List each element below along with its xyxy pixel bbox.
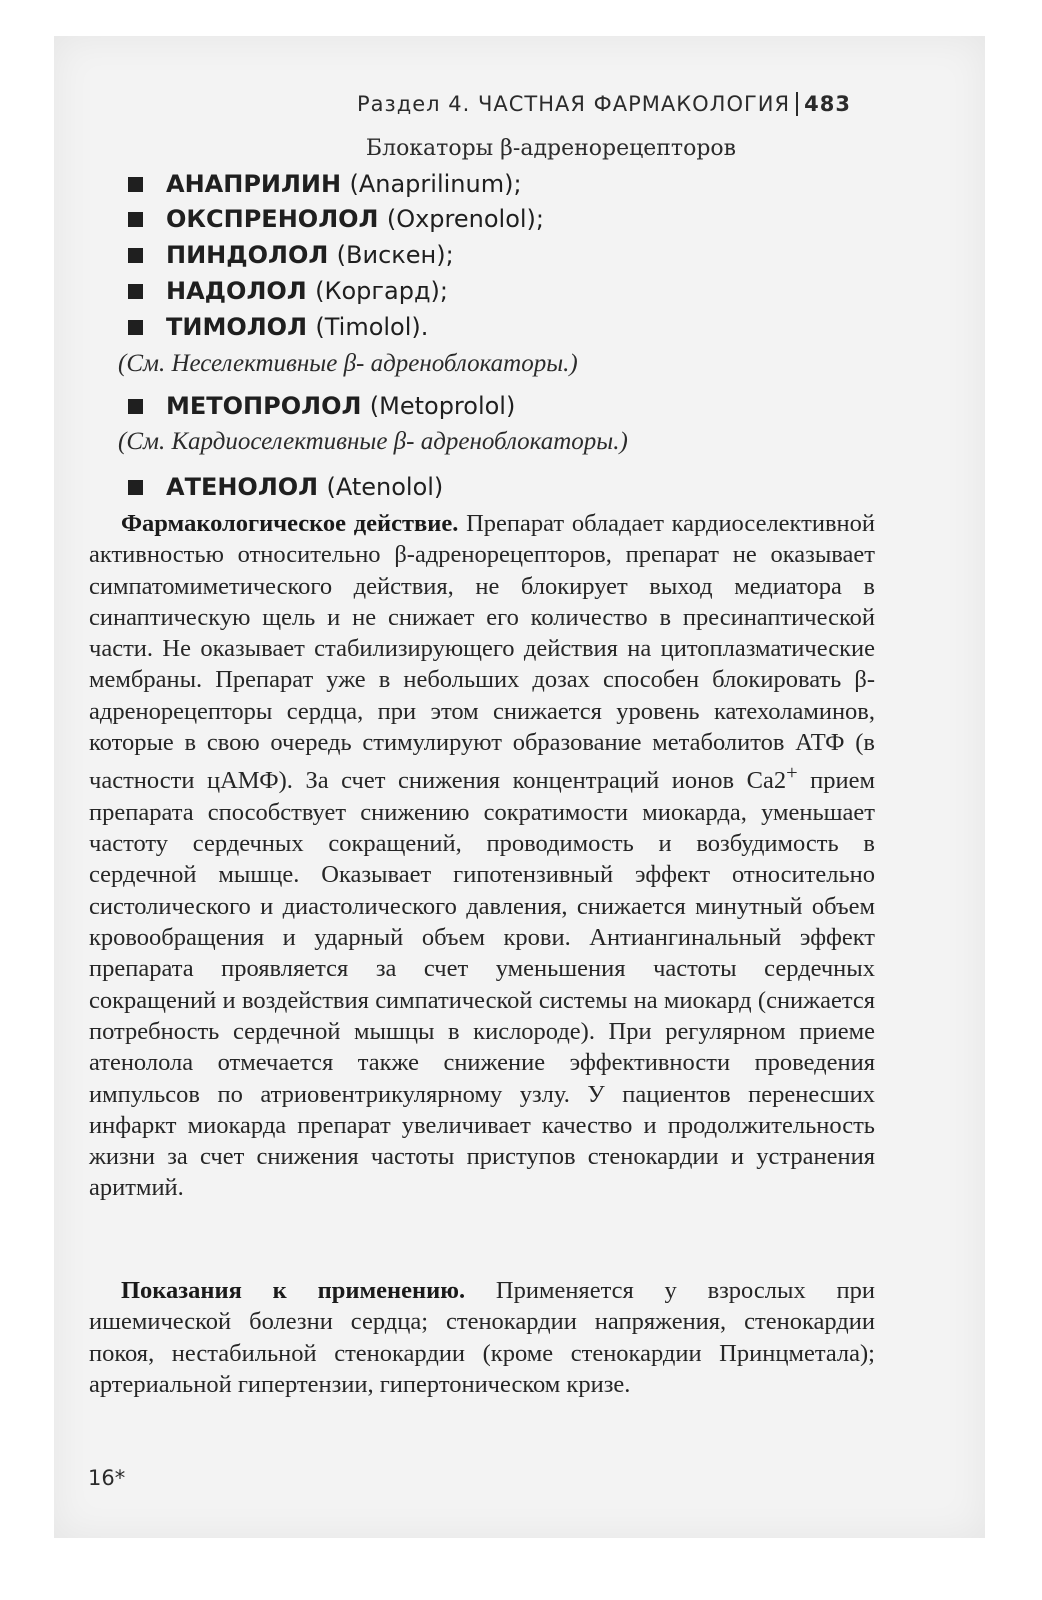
superscript: + (786, 762, 798, 785)
see-also-note: (См. Кардиоселективные β- адреноблокаторы.) (118, 428, 628, 455)
running-title: Раздел 4. ЧАСТНАЯ ФАРМАКОЛОГИЯ (357, 92, 791, 116)
square-bullet-icon (128, 320, 143, 335)
drug-latin-name: (Metoprolol) (369, 392, 516, 420)
drug-name: АНАПРИЛИН (166, 170, 342, 198)
paragraph-text: прием препарата способствует снижению сократимости миокарда, уменьшает частоту сердечных сокращений, проводимость и возбудимость в сердечной мышце. Оказывает гипотензивный эффект относительно систолического и диастолического давления, снижается минутный объем кровообращения и ударный объем крови. Антиангинальный эффект препарата проявляется за счет уменьшения частоты сердечных сокращений и воздействия симпатической системы на миокард (снижается потребность сердечной мышцы в кислороде). При регулярном приеме атенолола отмечается также снижение эффективности проведения импульсов по атриовентрикулярному узлу. У пациентов перенесших инфаркт миокарда препарат увеличивает качество и продолжительность жизни за счет снижения частоты приступов стенокардии и устранения аритмий. (89, 767, 875, 1202)
drug-name: АТЕНОЛОЛ (166, 473, 319, 501)
drug-name: ТИМОЛОЛ (166, 313, 308, 341)
pharmacological-action-paragraph (89, 508, 875, 1204)
square-bullet-icon (128, 177, 143, 192)
indications-paragraph (89, 1275, 875, 1400)
drug-item-anaprilin (128, 170, 522, 198)
running-header (357, 92, 851, 116)
drug-item-atenolol (128, 473, 443, 501)
square-bullet-icon (128, 248, 143, 263)
drug-latin-name: (Anaprilinum); (349, 170, 522, 198)
drug-item-pindolol (128, 241, 454, 269)
drug-name: ПИНДОЛОЛ (166, 241, 329, 269)
drug-item-nadolol (128, 277, 448, 305)
drug-name: НАДОЛОЛ (166, 277, 307, 305)
square-bullet-icon (128, 284, 143, 299)
paragraph-text: Применяется у взрослых при ишемической болезни сердца; стенокардии напряжения, стенокардии покоя, нестабильной стенокардии (кроме стенокардии Принцметала); артериальной гипертензии, гипертоническом кризе. (89, 1277, 875, 1398)
see-also-note: (См. Неселективные β- адреноблокаторы.) (118, 350, 578, 377)
paragraph-heading: Показания к применению. (121, 1277, 466, 1304)
drug-latin-name: (Вискен); (336, 241, 454, 269)
footer-signature: 16* (88, 1466, 126, 1490)
square-bullet-icon (128, 399, 143, 414)
drug-latin-name: (Timolol). (315, 313, 429, 341)
drug-item-metoprolol (128, 392, 515, 420)
drug-latin-name: (Коргард); (315, 277, 448, 305)
drug-latin-name: (Oxprenolol); (386, 205, 544, 233)
drug-name: ОКСПРЕНОЛОЛ (166, 205, 379, 233)
paragraph-heading: Фармакологическое действие. (121, 510, 459, 537)
square-bullet-icon (128, 480, 143, 495)
drug-item-oxprenolol (128, 205, 544, 233)
section-title: Блокаторы β-адренорецепторов (365, 136, 737, 161)
page-number: 483 (796, 92, 851, 116)
drug-name: МЕТОПРОЛОЛ (166, 392, 362, 420)
square-bullet-icon (128, 212, 143, 227)
paragraph-text: Препарат обладает кардиоселективной активностью относительно β-адренорецепторов, препарат не оказывает симпатомиметического действия, не блокирует выход медиатора в синаптическую щель и не снижает его количество в пресинаптической части. Не оказывает стабилизирующего действия на цитоплазматические мембраны. Препарат уже в небольших дозах способен блокировать β-адренорецепторы сердца, при этом снижается уровень катехоламинов, которые в свою очередь стимулируют образование метаболитов АТФ (в частности цАМФ). За счет снижения концентраций ионов Ca2 (89, 510, 875, 795)
drug-item-timolol (128, 313, 428, 341)
drug-latin-name: (Atenolol) (326, 473, 444, 501)
